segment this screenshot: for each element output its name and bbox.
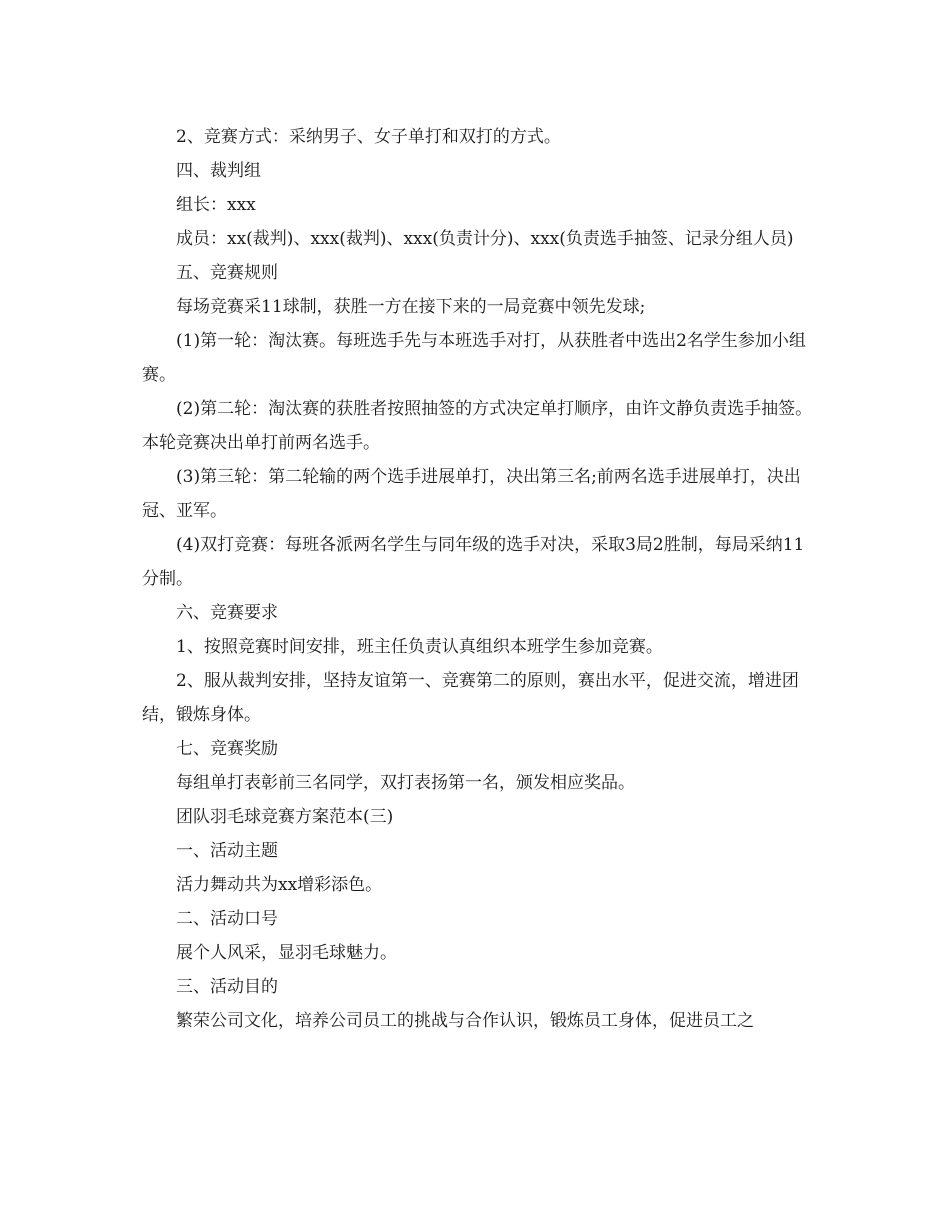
paragraph-scoring-rule: 每场竞赛采11球制，获胜一方在接下来的一局竞赛中领先发球; bbox=[176, 297, 646, 317]
heading-competition-awards: 七、竞赛奖励 bbox=[176, 739, 278, 759]
document-body bbox=[142, 120, 818, 1038]
heading-referee-group: 四、裁判组 bbox=[176, 161, 261, 181]
paragraph-competition-format: 2、竞赛方式：采纳男子、女子单打和双打的方式。 bbox=[176, 127, 561, 147]
paragraph-round-one: (1)第一轮：淘汰赛。每班选手先与本班选手对打，从获胜者中选出2名学生参加小组赛。 bbox=[142, 331, 806, 385]
paragraph-doubles: (4)双打竞赛：每班各派两名学生与同年级的选手对决，采取3局2胜制，每局采纳11分制。 bbox=[142, 535, 805, 589]
paragraph-round-three: (3)第三轮：第二轮输的两个选手进展单打，决出第三名;前两名选手进展单打，决出冠、亚军。 bbox=[142, 467, 801, 521]
heading-plan-three: 团队羽毛球竞赛方案范本(三) bbox=[176, 807, 394, 827]
heading-activity-theme: 一、活动主题 bbox=[176, 841, 278, 861]
paragraph-requirement-one: 1、按照竞赛时间安排，班主任负责认真组织本班学生参加竞赛。 bbox=[176, 637, 663, 657]
paragraph-group-leader: 组长：xxx bbox=[176, 195, 256, 215]
paragraph-requirement-two: 2、服从裁判安排，坚持友谊第一、竞赛第二的原则，赛出水平，促进交流，增进团结，锻炼身体。 bbox=[142, 671, 799, 725]
paragraph-round-two: (2)第二轮：淘汰赛的获胜者按照抽签的方式决定单打顺序，由许文静负责选手抽签。本轮竞赛决出单打前两名选手。 bbox=[142, 399, 813, 453]
heading-competition-rules: 五、竞赛规则 bbox=[176, 263, 278, 283]
paragraph-activity-purpose: 繁荣公司文化，培养公司员工的挑战与合作认识，锻炼员工身体，促进员工之 bbox=[176, 1011, 754, 1031]
paragraph-activity-slogan: 展个人风采，显羽毛球魅力。 bbox=[176, 943, 397, 963]
heading-competition-requirements: 六、竞赛要求 bbox=[176, 603, 278, 623]
heading-activity-slogan: 二、活动口号 bbox=[176, 909, 278, 929]
paragraph-awards: 每组单打表彰前三名同学，双打表扬第一名，颁发相应奖品。 bbox=[176, 773, 635, 793]
heading-activity-purpose: 三、活动目的 bbox=[176, 977, 278, 997]
paragraph-members: 成员：xx(裁判)、xxx(裁判)、xxx(负责计分)、xxx(负责选手抽签、记录分组人员) bbox=[176, 229, 794, 249]
paragraph-activity-theme: 活力舞动共为xx增彩添色。 bbox=[176, 875, 383, 895]
